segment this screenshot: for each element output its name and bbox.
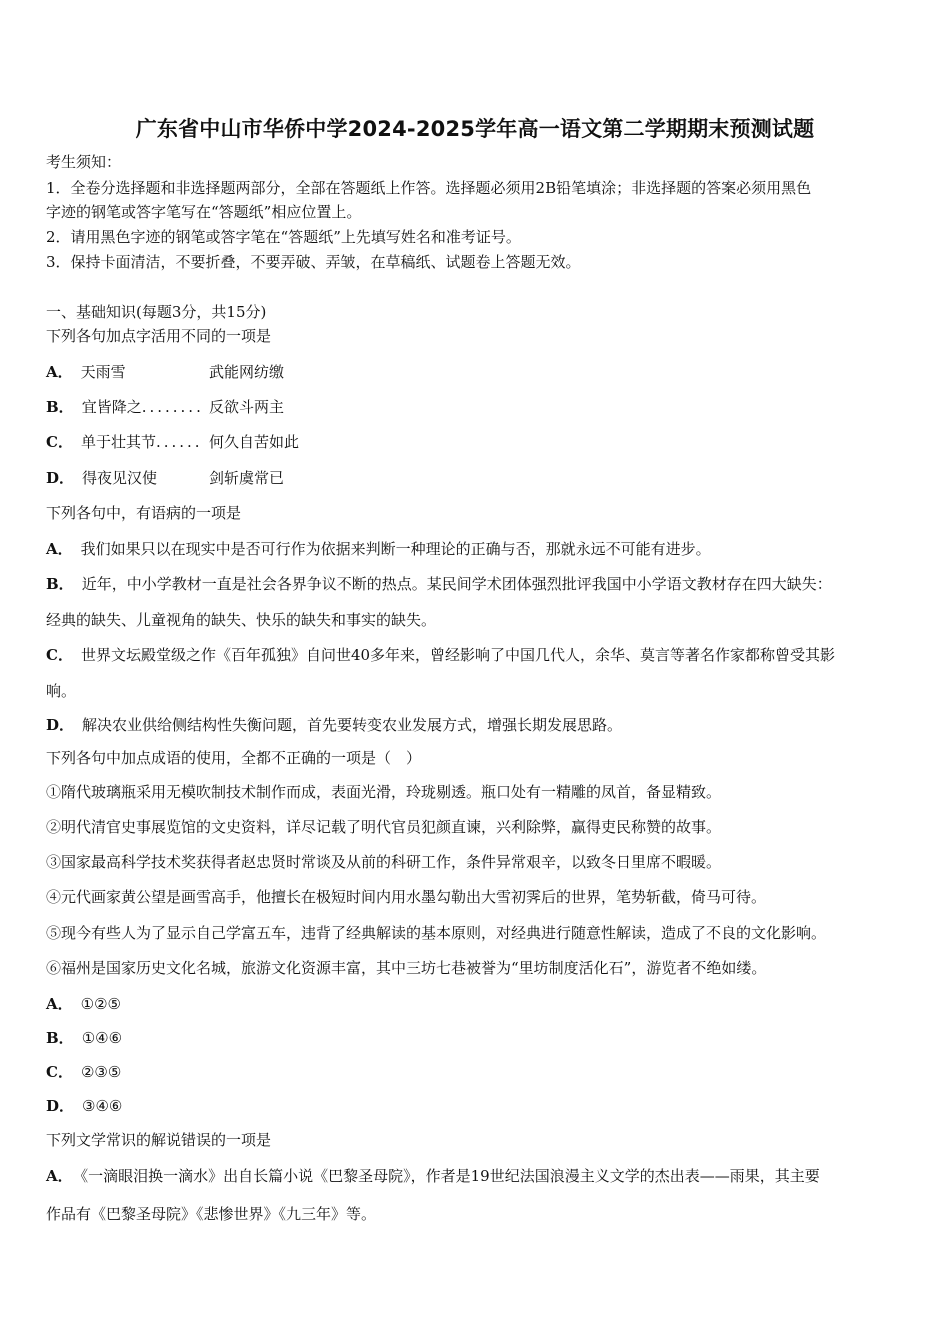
option-text: 解决农业供给侧结构性失衡问题，首先要转变农业发展方式，增强长期发展思路。 [82, 716, 623, 734]
option-row [46, 1096, 122, 1116]
sentence-item: ⑥福州是国家历史文化名城，旅游文化资源丰富，其中三坊七巷被誉为“里坊制度活化石”，游览者不绝如缕。 [46, 959, 767, 977]
option-label: D． [46, 716, 75, 734]
section-heading: 一、基础知识(每题3分，共15分) [46, 303, 267, 321]
option-row [46, 362, 646, 382]
option-label: A． [46, 1167, 73, 1185]
option-label: A． [46, 540, 73, 558]
option-right: 剑斩虞常已 [209, 469, 285, 487]
emphasis-dots: ........ [141, 398, 204, 416]
option-text: 《一滴眼泪换一滴水》出自长篇小说《巴黎圣母院》，作者是19世纪法国浪漫主义文学的杰出表——雨果，其主要 [80, 1167, 820, 1185]
option-text: ①④⑥ [81, 1029, 123, 1047]
option-row [46, 539, 711, 559]
option-text: ②③⑤ [80, 1063, 122, 1081]
option-label: B． [46, 398, 74, 416]
sentence-item: ④元代画家黄公望是画雪高手，他擅长在极短时间内用水墨勾勒出大雪初霁后的世界，笔势斩截，倚马可待。 [46, 888, 767, 906]
option-row [46, 610, 436, 630]
option-row [46, 574, 832, 594]
option-label: C． [46, 433, 73, 451]
option-row [46, 432, 646, 452]
option-text: 响。 [46, 682, 77, 700]
option-label: B． [46, 575, 74, 593]
notice-line: 字迹的钢笔或答字笔写在“答题纸”相应位置上。 [46, 203, 362, 221]
sentence-item: ⑤现今有些人为了显示自己学富五车，违背了经典解读的基本原则，对经典进行随意性解读，造成了不良的文化影响。 [46, 924, 827, 942]
notice-line: 2．请用黑色字迹的钢笔或答字笔在“答题纸”上先填写姓名和准考证号。 [46, 228, 521, 246]
option-row [46, 994, 121, 1014]
option-right: 何久自苦如此 [209, 433, 300, 451]
option-left: 宜皆降之 [81, 398, 142, 416]
option-text: 作品有《巴黎圣母院》《悲惨世界》《九三年》等。 [46, 1205, 377, 1223]
sentence-item: ③国家最高科学技术奖获得者赵忠贤时常谈及从前的科研工作，条件异常艰辛，以致冬日里席不暇暖。 [46, 853, 722, 871]
option-row [46, 1166, 820, 1186]
option-label: C． [46, 646, 73, 664]
option-text: 近年，中小学教材一直是社会各界争议不断的热点。某民间学术团体强烈批评我国中小学语文教材存在四大缺失： [81, 575, 832, 593]
option-label: B． [46, 1029, 74, 1047]
option-text: 经典的缺失、儿童视角的缺失、快乐的缺失和事实的缺失。 [46, 611, 437, 629]
option-row [46, 1204, 376, 1224]
option-text: 世界文坛殿堂级之作《百年孤独》自问世40多年来，曾经影响了中国几代人，余华、莫言等著名作家都称曾受其影 [80, 646, 836, 664]
option-text: 我们如果只以在现实中是否可行作为依据来判断一种理论的正确与否，那就永远不可能有进步。 [80, 540, 711, 558]
option-row [46, 468, 646, 488]
option-row [46, 1062, 121, 1082]
option-row [46, 645, 835, 665]
option-right: 武能网纺缴 [209, 363, 285, 381]
option-row [46, 1028, 122, 1048]
option-row [46, 715, 622, 735]
option-label: C． [46, 1063, 73, 1081]
option-label: A． [46, 363, 73, 381]
question-stem: 下列文学常识的解说错误的一项是 [46, 1131, 272, 1149]
option-label: D． [46, 469, 75, 487]
option-left: 天雨雪 [80, 363, 126, 381]
option-row [46, 397, 646, 417]
question-stem: 下列各句加点字活用不同的一项是 [46, 327, 272, 345]
option-left: 得夜见汉使 [82, 469, 158, 487]
emphasis-dots: ...... [155, 433, 203, 451]
option-label: D． [46, 1097, 75, 1115]
option-row [46, 681, 76, 701]
question-stem: 下列各句中，有语病的一项是 [46, 504, 242, 522]
option-right: 反欲斗两主 [209, 398, 285, 416]
question-stem: 下列各句中加点成语的使用，全都不正确的一项是（ ） [46, 749, 422, 767]
notice-line: 3．保持卡面清洁，不要折叠，不要弄破、弄皱，在草稿纸、试题卷上答题无效。 [46, 253, 581, 271]
option-text: ①②⑤ [80, 995, 121, 1013]
option-label: A． [46, 995, 73, 1013]
notice-line: 1．全卷分选择题和非选择题两部分，全部在答题纸上作答。选择题必须用2B铅笔填涂；非选择题的答案必须用黑色 [46, 179, 812, 197]
option-text: ③④⑥ [82, 1097, 123, 1115]
option-left: 单于壮其节 [80, 433, 156, 451]
sentence-item: ②明代清官史事展览馆的文史资料，详尽记载了明代官员犯颜直谏，兴利除弊，赢得吏民称赞的故事。 [46, 818, 722, 836]
page-title: 广东省中山市华侨中学2024-2025学年高一语文第二学期期末预测试题 [135, 117, 815, 141]
sentence-item: ①隋代玻璃瓶采用无模吹制技术制作而成，表面光滑，玲珑剔透。瓶口处有一精雕的凤首，备显精致。 [46, 783, 722, 801]
notice-heading: 考生须知： [46, 153, 122, 171]
